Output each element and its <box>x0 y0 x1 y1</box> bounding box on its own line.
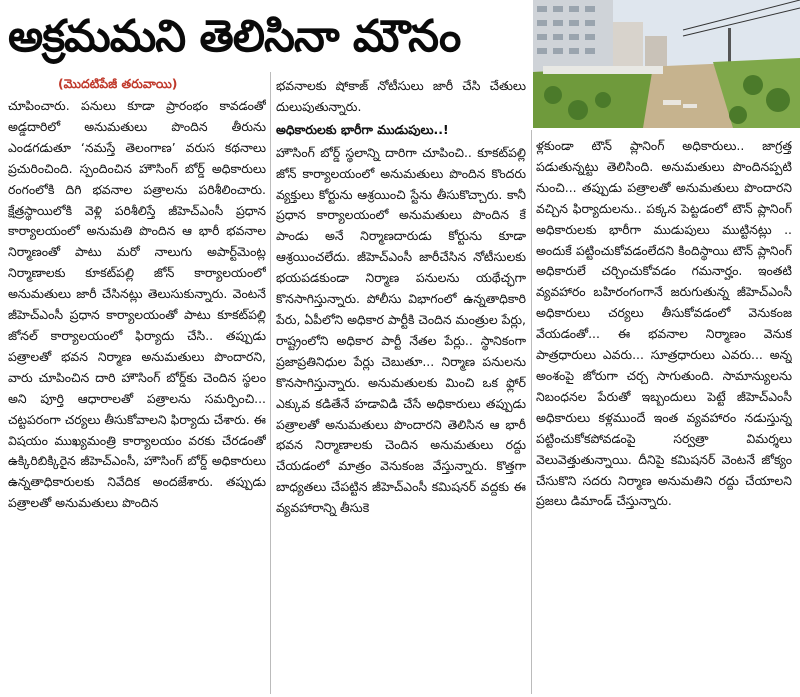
continued-from-front-page: (మొదటిపేజీ తరువాయి) <box>58 76 178 91</box>
article-subheading: అధికారులకు భారీగా ముడుపులు..! <box>276 121 449 137</box>
article-column-3 <box>536 136 792 696</box>
article-paragraph: హౌసింగ్‌ బోర్డ్‌ స్థలాన్ని దారిగా చూపించి.. కూకట్‌పల్లి జోన్‌ కార్యాలయంలో అనుమతులు పొందిన కొందరు వ్యక్తులు కోర్టును ఆశ్రయించి స్టేను తీసుకొచ్చారు. కానీ ప్రధాన కార్యాలయంలో అనుమతులు పొందిన కే పాండు అనే నిర్మాణదారుడు కోర్టును కూడా ఆశ్రయించలేదు. జీహెచ్‌ఎంసీ జారీచేసిన నోటీసులకు భయపడకుండా నిర్మాణ పనులను యథేచ్ఛగా కొనసాగిస్తున్నారు. పోలీసు విభాగంలో ఉన్నతాధికారి పేరు, ఏపీలోని అధికార పార్టీకి చెందిన మంత్రుల పేర్లు, రాష్ట్రంలోని అధికార పార్టీ నేతల పేర్లు.. స్థానికంగా ప్రజాప్రతినిధుల పేర్లు చెబుతూ... నిర్మాణ పనులను కొనసాగిస్తున్నారు. అనుమతులకు మించి ఒక ఫ్లోర్‌ ఎక్కువ కడితేనే హడావిడి చేసే అధికారులు తప్పుడు పత్రాలతో అనుమతులు పొందారని తెలిసిన ఆ భారీ భవన నిర్మాణాలకు చెందిన అనుమతులు రద్దు చేయడంలో మాత్రం వెనుకంజ వేస్తున్నారు. కొత్తగా బాధ్యతలు చేపట్టిన జీహెచ్‌ఎంసీ కమిషనర్‌ వద్దకు ఈ వ్యవహారాన్ని తీసుకె <box>276 144 526 516</box>
article-paragraph: చూపించారు. పనులు కూడా ప్రారంభం కావడంతో అడ్డదారిలో అనుమతులు పొందిన తీరును ఎండగడుతూ ‘నమస్తే తెలంగాణ’ వరుస కథనాలు ప్రచురించింది. స్పందించిన హౌసింగ్‌ బోర్డ్‌ అధికారులు రంగంలోకి దిగి భవనాల పత్రాలను పరిశీలించారు. క్షేత్రస్థాయిలోకి వెళ్లి పరిశీలిస్తే జీహెచ్‌ఎంసీ ప్రధాన కార్యాలయంలో అనుమతి పొందిన ఆ భారీ భవనాల నిర్మాణంతో పాటు మరో నాలుగు అపార్ట్‌మెంట్ల నిర్మాణాలకు కూకట్‌పల్లి జోన్‌ కార్యాలయంలో అనుమతులు జారీ చేసినట్లు తెలుసుకున్నారు. వెంటనే జీహెచ్‌ఎంసీ ప్రధాన కార్యాలయంతో పాటు కూకట్‌పల్లి జోనల్‌ కార్యాలయంలో ఫిర్యాదు చేసి.. తప్పుడు పత్రాలతో భవన నిర్మాణ అనుమతులు పొందారని, వారు చూపించిన దారి హౌసింగ్‌ బోర్డ్‌కు చెందిన స్థలం అని పూర్తి ఆధారాలతో పత్రాలను సమర్పించి... చట్టపరంగా చర్యలు తీసుకోవాలని ఫిర్యాదు చేశారు. ఈ విషయం ముఖ్యమంత్రి కార్యాలయం వరకు చేరడంతో ఉక్కిరిబిక్కిరైన జీహెచ్‌ఎంసీ, హౌసింగ్‌ బోర్డ్‌ అధికారులు ఉన్నతాధికారులకు నివేదిక అందజేశారు. తప్పుడు పత్రాలతో అనుమతులు పొందిన <box>8 98 266 511</box>
construction-site-photo <box>533 0 800 128</box>
column-divider <box>531 130 532 694</box>
article-paragraph: భవనాలకు షోకాజ్‌ నోటీసులు జారీ చేసి చేతులు దులుపుతున్నారు. <box>276 78 526 114</box>
article-column-1 <box>8 96 266 696</box>
article-column-2 <box>276 76 526 696</box>
column-divider <box>270 72 271 694</box>
article-paragraph: ళ్లకుండా టౌన్‌ ప్లానింగ్‌ అధికారులు.. జాగ్రత్త పడుతున్నట్టు తెలిసింది. అనుమతులు పొందినప్పటి నుంచి... తప్పుడు పత్రాలతో అనుమతులు పొందారని వచ్చిన ఫిర్యాదులను.. పక్కన పెట్టడంలో టౌన్‌ ప్లానింగ్‌ అధికారులకు భారీగా ముడుపులు ముట్టినట్లు .. అందుకే పట్టించుకోవడంలేదని కిందిస్థాయి టౌన్‌ ప్లానింగ్‌ అధికారులే చర్చించుకోవడం గమనార్హం. ఇంతటి వ్యవహారం బహిరంగంగానే జరుగుతున్న జీహెచ్‌ఎంసీ అధికారులు చర్యలు తీసుకోవడంలో వెనుకంజ వేయడంతో... ఈ భవనాల నిర్మాణం వెనుక పాత్రధారులు ఎవరు... సూత్రధారులు ఎవరు... అన్న అంశంపై జోరుగా చర్చ సాగుతుంది. సామాన్యులను నిబంధనల పేరుతో ఇబ్బందులు పెట్టే జీహెచ్‌ఎంసీ అధికారులు కళ్లముందే ఇంత వ్యవహారం నడుస్తున్న పట్టించుకోకపోవడంపై సర్వత్రా విమర్శలు వెలువెత్తుతున్నాయి. దీనిపై కమిషనర్‌ వెంటనే జోక్యం చేసుకొని సదరు నిర్మాణ అనుమతిని రద్దు చేయాలని ప్రజలు డిమాండ్‌ చేస్తున్నారు. <box>536 138 792 509</box>
headline: అక్రమమని తెలిసినా మౌనం <box>8 11 461 62</box>
